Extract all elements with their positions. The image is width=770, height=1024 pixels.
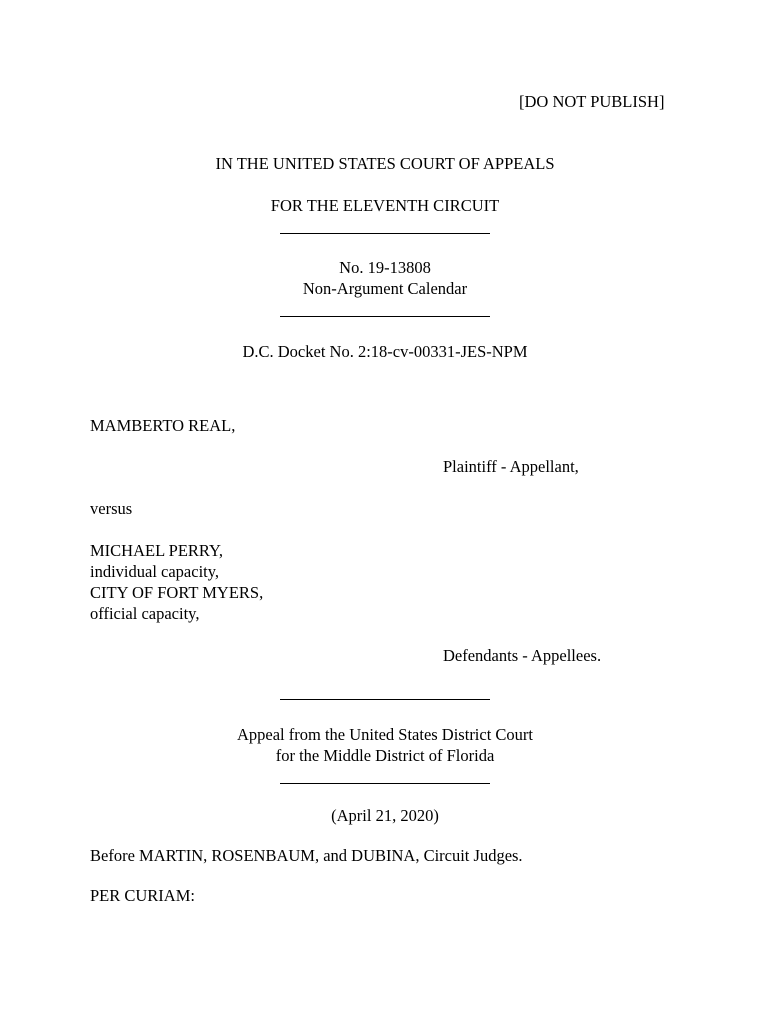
divider-rule bbox=[280, 233, 490, 234]
defendant-name: MICHAEL PERRY, bbox=[90, 541, 223, 560]
court-name: IN THE UNITED STATES COURT OF APPEALS bbox=[215, 154, 555, 173]
defendant-capacity: official capacity, bbox=[90, 604, 200, 623]
per-curiam-heading: PER CURIAM: bbox=[90, 886, 195, 905]
circuit-name: FOR THE ELEVENTH CIRCUIT bbox=[270, 196, 500, 215]
divider-rule bbox=[280, 316, 490, 317]
versus-text: versus bbox=[90, 499, 133, 518]
defendants-role: Defendants - Appellees. bbox=[443, 646, 602, 665]
plaintiff-role: Plaintiff - Appellant, bbox=[443, 457, 579, 476]
docket-number: D.C. Docket No. 2:18-cv-00331-JES-NPM bbox=[242, 342, 528, 361]
judges-panel: Before MARTIN, ROSENBAUM, and DUBINA, Circuit Judges. bbox=[90, 846, 523, 865]
defendant-name: CITY OF FORT MYERS, bbox=[90, 583, 264, 602]
publish-marker: [DO NOT PUBLISH] bbox=[519, 92, 665, 111]
calendar-type: Non-Argument Calendar bbox=[302, 279, 468, 298]
decision-date: (April 21, 2020) bbox=[331, 806, 439, 825]
case-number: No. 19-13808 bbox=[339, 258, 431, 277]
plaintiff-name: MAMBERTO REAL, bbox=[90, 416, 236, 435]
defendant-capacity: individual capacity, bbox=[90, 562, 220, 581]
divider-rule bbox=[280, 699, 490, 700]
appeal-source: Appeal from the United States District Court bbox=[236, 725, 534, 744]
appeal-district: for the Middle District of Florida bbox=[275, 746, 495, 765]
divider-rule bbox=[280, 783, 490, 784]
